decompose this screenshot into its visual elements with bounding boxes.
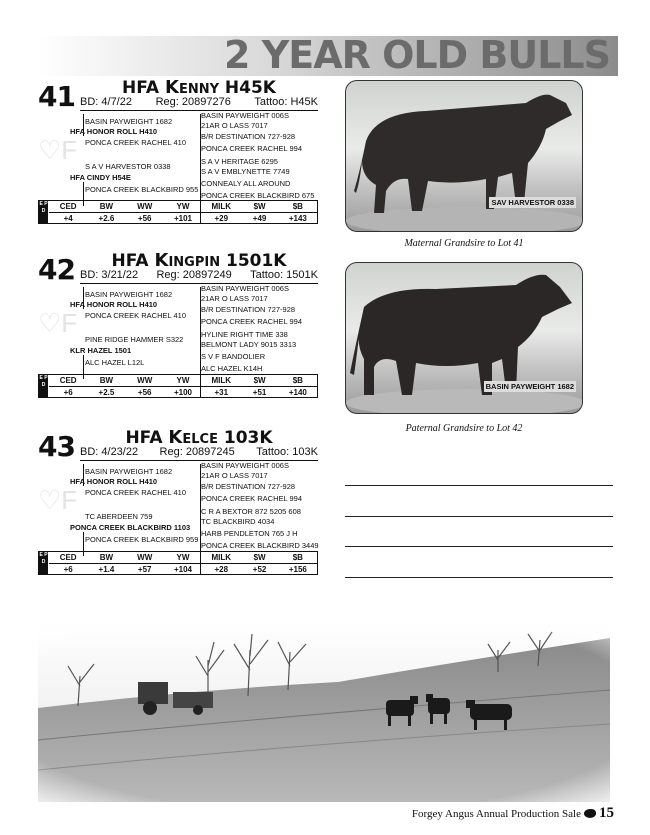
epd-header: $B <box>279 375 317 387</box>
page-footer <box>412 805 614 822</box>
epd-value: +56 <box>137 214 152 223</box>
registration-number: Reg: 20897245 <box>159 446 235 458</box>
pedigree-sire: HFA HONOR ROLL H410 <box>70 127 158 136</box>
pedigree-sdd: PONCA CREEK RACHEL 994 <box>201 317 303 326</box>
lot-number: 41 <box>38 80 75 113</box>
epd-value: +6 <box>63 388 73 397</box>
pedigree-dd: PONCA CREEK BLACKBIRD 955 <box>85 185 199 194</box>
epd-table <box>38 374 318 398</box>
epd-header: WW <box>126 375 164 387</box>
epd-table <box>38 200 318 224</box>
epd-header: MILK <box>202 201 240 213</box>
photo-caption: Paternal Grandsire to Lot 42 <box>405 423 523 434</box>
notes-line <box>345 485 613 486</box>
pedigree-ss: BASIN PAYWEIGHT 1682 <box>85 467 173 476</box>
bull-photo-payweight <box>345 262 583 414</box>
epd-header: BW <box>87 375 125 387</box>
pedigree-ds: PINE RIDGE HAMMER S322 <box>85 335 184 344</box>
lot-number: 42 <box>38 253 75 286</box>
epd-value: +140 <box>288 388 307 397</box>
pasture-cattle-scene-icon <box>38 620 610 802</box>
epd-value: +56 <box>137 388 152 397</box>
notes-line <box>345 516 613 517</box>
pedigree-dam: KLR HAZEL 1501 <box>70 346 132 355</box>
photo-label: SAV HARVESTOR 0338 <box>491 198 574 207</box>
epd-value: +2.6 <box>98 214 115 223</box>
epd-value: +31 <box>214 388 229 397</box>
epd-value: +49 <box>252 214 267 223</box>
epd-header: CED <box>49 552 87 564</box>
pedigree-sss: BASIN PAYWEIGHT 006S <box>201 111 289 120</box>
epd-value: +101 <box>173 214 192 223</box>
tattoo: Tattoo: 103K <box>256 446 318 458</box>
pedigree-sds: B/R DESTINATION 727-928 <box>201 305 296 314</box>
registration-line <box>80 446 318 461</box>
pedigree-ssd: 21AR O LASS 7017 <box>201 471 268 480</box>
pedigree-ssd: 21AR O LASS 7017 <box>201 294 268 303</box>
epd-value: +52 <box>252 565 267 574</box>
epd-value: +4 <box>63 214 73 223</box>
page-number: 15 <box>599 805 614 821</box>
pedigree-ddd: ALC HAZEL K14H <box>201 364 263 373</box>
notes-line <box>345 577 613 578</box>
epd-value: +29 <box>214 214 229 223</box>
pedigree-sd: PONCA CREEK RACHEL 410 <box>85 488 187 497</box>
epd-header: WW <box>126 201 164 213</box>
epd-header: MILK <box>202 552 240 564</box>
epd-header: $W <box>240 375 278 387</box>
epd-value: +100 <box>173 388 192 397</box>
epd-header: BW <box>87 201 125 213</box>
pedigree-ddd: PONCA CREEK BLACKBIRD 3449 <box>201 541 319 550</box>
pedigree-sss: BASIN PAYWEIGHT 006S <box>201 284 289 293</box>
pedigree-dss: S A V HERITAGE 6295 <box>201 157 278 166</box>
epd-header: YW <box>164 201 202 213</box>
pedigree-sd: PONCA CREEK RACHEL 410 <box>85 311 187 320</box>
pedigree-sire: HFA HONOR ROLL H410 <box>70 477 158 486</box>
pedigree-sire: HFA HONOR ROLL H410 <box>70 300 158 309</box>
registration-number: Reg: 20897276 <box>155 96 231 108</box>
epd-value: +104 <box>173 565 192 574</box>
pedigree-ds: TC ABERDEEN 759 <box>85 512 153 521</box>
bull-silhouette-icon <box>346 81 583 232</box>
pedigree-dds: S V F BANDOLIER <box>201 352 266 361</box>
epd-header: WW <box>126 552 164 564</box>
pedigree-dd: PONCA CREEK BLACKBIRD 959 <box>85 535 199 544</box>
epd-value: +143 <box>288 214 307 223</box>
notes-line <box>345 546 613 547</box>
cow-head-logo-icon <box>584 809 596 818</box>
pedigree-dam: PONCA CREEK BLACKBIRD 1103 <box>70 523 191 532</box>
pedigree-ds: S A V HARVESTOR 0338 <box>85 162 171 171</box>
tattoo: Tattoo: 1501K <box>250 269 318 281</box>
lot-name: HFA KINGPIN 1501K <box>111 250 287 271</box>
pedigree-dsd: BELMONT LADY 9015 3313 <box>201 340 297 349</box>
pedigree-ss: BASIN PAYWEIGHT 1682 <box>85 117 173 126</box>
pedigree-dss: HYLINE RIGHT TIME 338 <box>201 330 288 339</box>
registration-number: Reg: 20897249 <box>156 269 232 281</box>
epd-header: $B <box>279 552 317 564</box>
epd-value: +1.4 <box>98 565 115 574</box>
pedigree-sds: B/R DESTINATION 727-928 <box>201 482 296 491</box>
registration-line <box>80 269 318 284</box>
epd-header: $W <box>240 201 278 213</box>
pedigree-dsd: TC BLACKBIRD 4034 <box>201 517 275 526</box>
epd-side-label: E P D <box>39 552 48 574</box>
epd-header: CED <box>49 201 87 213</box>
epd-value: +51 <box>252 388 267 397</box>
registration-line <box>80 96 318 111</box>
birth-date: BD: 3/21/22 <box>80 269 139 281</box>
lot-number: 43 <box>38 430 75 463</box>
watermark-logo-icon: ♡F <box>38 135 78 165</box>
pedigree-sdd: PONCA CREEK RACHEL 994 <box>201 144 303 153</box>
pedigree-ddd: PONCA CREEK BLACKBIRD 675 <box>201 191 315 200</box>
watermark-logo-icon: ♡F <box>38 485 78 515</box>
epd-value: +2.5 <box>98 388 115 397</box>
epd-value: +6 <box>63 565 73 574</box>
pedigree-sss: BASIN PAYWEIGHT 006S <box>201 461 289 470</box>
epd-value: +57 <box>137 565 152 574</box>
footer-text: Forgey Angus Annual Production Sale <box>411 807 581 820</box>
epd-header: MILK <box>202 375 240 387</box>
page-title: 2 YEAR OLD BULLS <box>224 33 610 77</box>
pedigree-dam: HFA CINDY H54E <box>70 173 131 182</box>
watermark-logo-icon: ♡F <box>38 308 78 338</box>
epd-header: $W <box>240 552 278 564</box>
photo-caption: Maternal Grandsire to Lot 41 <box>404 238 524 249</box>
epd-side-label: E P D <box>39 375 48 397</box>
birth-date: BD: 4/23/22 <box>80 446 139 458</box>
epd-header: YW <box>164 552 202 564</box>
pedigree-ssd: 21AR O LASS 7017 <box>201 121 268 130</box>
photo-label: BASIN PAYWEIGHT 1682 <box>485 382 574 391</box>
pedigree-sds: B/R DESTINATION 727-928 <box>201 132 296 141</box>
pedigree-dds: HARB PENDLETON 765 J H <box>201 529 298 538</box>
epd-header: BW <box>87 552 125 564</box>
ranch-landscape-photo <box>38 620 610 802</box>
epd-value: +28 <box>214 565 229 574</box>
birth-date: BD: 4/7/22 <box>80 96 132 108</box>
bull-photo-harvestor <box>345 80 583 232</box>
pedigree-dd: ALC HAZEL L12L <box>85 358 145 367</box>
pedigree-dsd: S A V EMBLYNETTE 7749 <box>201 167 290 176</box>
pedigree-sd: PONCA CREEK RACHEL 410 <box>85 138 187 147</box>
epd-value: +156 <box>288 565 307 574</box>
epd-side-label: E P D <box>39 201 48 223</box>
epd-table <box>38 551 318 575</box>
lot-name: HFA KENNY H45K <box>122 77 276 98</box>
epd-header: $B <box>279 201 317 213</box>
pedigree-sdd: PONCA CREEK RACHEL 994 <box>201 494 303 503</box>
epd-header: YW <box>164 375 202 387</box>
lot-name: HFA KELCE 103K <box>125 427 273 448</box>
pedigree-dds: CONNEALY ALL AROUND <box>201 179 291 188</box>
pedigree-ss: BASIN PAYWEIGHT 1682 <box>85 290 173 299</box>
epd-header: CED <box>49 375 87 387</box>
tattoo: Tattoo: H45K <box>254 96 318 108</box>
pedigree-dss: C R A BEXTOR 872 5205 608 <box>201 507 301 516</box>
